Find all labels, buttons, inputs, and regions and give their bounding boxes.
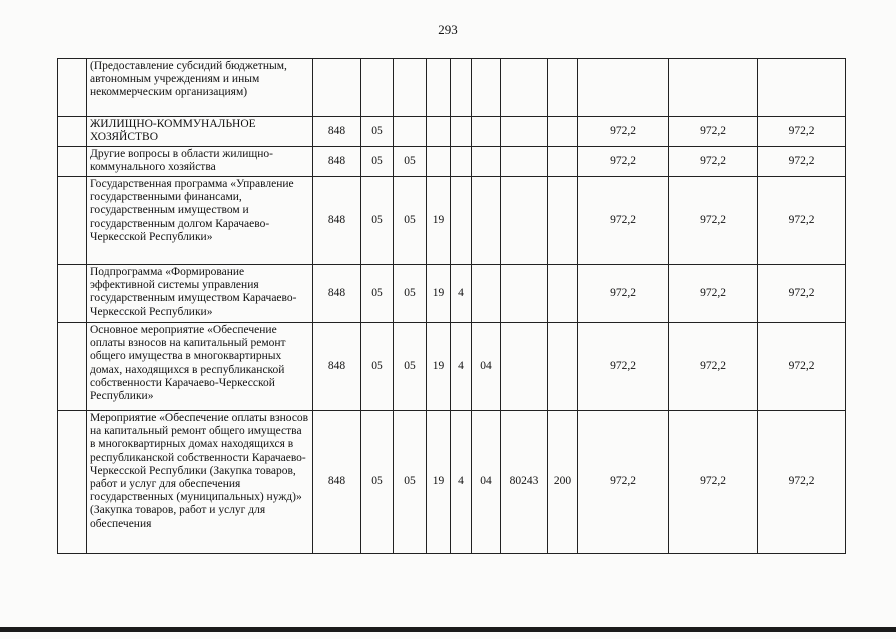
- amount-year-2-cell: 972,2: [669, 147, 758, 177]
- program-code-cell: 19: [427, 177, 451, 265]
- main-activity-code-cell: 04: [472, 411, 501, 554]
- amount-year-1-cell: 972,2: [578, 147, 669, 177]
- table-row: [58, 323, 846, 411]
- amount-year-3-cell: 972,2: [758, 177, 846, 265]
- section-code-cell: 05: [361, 411, 394, 554]
- table-row: [58, 117, 846, 147]
- expense-type-code-cell: [548, 177, 578, 265]
- row-number-cell: [58, 323, 87, 411]
- row-number-cell: [58, 411, 87, 554]
- direction-code-cell: [501, 323, 548, 411]
- main-activity-code-cell: [472, 59, 501, 117]
- expense-type-code-cell: [548, 117, 578, 147]
- department-code-cell: 848: [313, 147, 361, 177]
- program-code-cell: 19: [427, 411, 451, 554]
- amount-year-3-cell: [758, 59, 846, 117]
- amount-year-2-cell: 972,2: [669, 323, 758, 411]
- main-activity-code-cell: [472, 177, 501, 265]
- amount-year-3-cell: 972,2: [758, 265, 846, 323]
- program-code-cell: [427, 117, 451, 147]
- amount-year-1-cell: 972,2: [578, 265, 669, 323]
- subprogram-code-cell: 4: [451, 265, 472, 323]
- subprogram-code-cell: [451, 177, 472, 265]
- expense-type-code-cell: 200: [548, 411, 578, 554]
- amount-year-1-cell: 972,2: [578, 177, 669, 265]
- row-number-cell: [58, 177, 87, 265]
- expense-type-code-cell: [548, 59, 578, 117]
- program-code-cell: [427, 147, 451, 177]
- subsection-code-cell: 05: [394, 323, 427, 411]
- section-code-cell: 05: [361, 147, 394, 177]
- section-code-cell: 05: [361, 117, 394, 147]
- direction-code-cell: [501, 265, 548, 323]
- amount-year-3-cell: 972,2: [758, 147, 846, 177]
- subsection-code-cell: 05: [394, 147, 427, 177]
- table-row: [58, 147, 846, 177]
- section-code-cell: [361, 59, 394, 117]
- item-name-cell: Мероприятие «Обеспечение оплаты взносов на капитальный ремонт общего имущества в многоквартирных домах находящихся в республиканской собственности Карачаево-Черкесской Республики (Закупка товаров, работ и услуг для обеспечения государственных (муниципальных) нужд)» (Закупка товаров, работ и услуг для обеспечения: [87, 411, 313, 554]
- subprogram-code-cell: 4: [451, 411, 472, 554]
- amount-year-3-cell: 972,2: [758, 323, 846, 411]
- direction-code-cell: [501, 147, 548, 177]
- subsection-code-cell: 05: [394, 265, 427, 323]
- subprogram-code-cell: [451, 117, 472, 147]
- program-code-cell: 19: [427, 323, 451, 411]
- amount-year-3-cell: 972,2: [758, 117, 846, 147]
- department-code-cell: 848: [313, 177, 361, 265]
- item-name-cell: Государственная программа «Управление государственными финансами, государственным имуществом и государственным долгом Карачаево-Черкесской Республики»: [87, 177, 313, 265]
- subsection-code-cell: 05: [394, 411, 427, 554]
- table-row: [58, 177, 846, 265]
- amount-year-1-cell: 972,2: [578, 117, 669, 147]
- direction-code-cell: [501, 59, 548, 117]
- amount-year-2-cell: 972,2: [669, 177, 758, 265]
- amount-year-1-cell: 972,2: [578, 411, 669, 554]
- section-code-cell: 05: [361, 265, 394, 323]
- budget-table: [57, 58, 846, 554]
- item-name-cell: Подпрограмма «Формирование эффективной системы управления государственным имуществом Карачаево-Черкесской Республики»: [87, 265, 313, 323]
- subsection-code-cell: [394, 117, 427, 147]
- section-code-cell: 05: [361, 177, 394, 265]
- direction-code-cell: [501, 117, 548, 147]
- item-name-cell: Основное мероприятие «Обеспечение оплаты взносов на капитальный ремонт общего имущества в многоквартирных домах, находящихся в республиканской собственности Карачаево-Черкесской Республики»: [87, 323, 313, 411]
- subsection-code-cell: [394, 59, 427, 117]
- table-row: [58, 265, 846, 323]
- main-activity-code-cell: [472, 265, 501, 323]
- program-code-cell: [427, 59, 451, 117]
- main-activity-code-cell: 04: [472, 323, 501, 411]
- section-code-cell: 05: [361, 323, 394, 411]
- direction-code-cell: 80243: [501, 411, 548, 554]
- row-number-cell: [58, 265, 87, 323]
- department-code-cell: 848: [313, 265, 361, 323]
- table-row: [58, 411, 846, 554]
- row-number-cell: [58, 147, 87, 177]
- row-number-cell: [58, 117, 87, 147]
- department-code-cell: 848: [313, 323, 361, 411]
- expense-type-code-cell: [548, 147, 578, 177]
- subprogram-code-cell: 4: [451, 323, 472, 411]
- table-row: [58, 59, 846, 117]
- row-number-cell: [58, 59, 87, 117]
- subprogram-code-cell: [451, 147, 472, 177]
- amount-year-2-cell: 972,2: [669, 411, 758, 554]
- amount-year-1-cell: [578, 59, 669, 117]
- expense-type-code-cell: [548, 265, 578, 323]
- item-name-cell: Другие вопросы в области жилищно-коммунального хозяйства: [87, 147, 313, 177]
- department-code-cell: 848: [313, 411, 361, 554]
- item-name-cell: (Предоставление субсидий бюджетным, автономным учреждениям и иным некоммерческим организациям): [87, 59, 313, 117]
- subprogram-code-cell: [451, 59, 472, 117]
- expense-type-code-cell: [548, 323, 578, 411]
- page-number: 293: [438, 22, 458, 37]
- main-activity-code-cell: [472, 147, 501, 177]
- amount-year-2-cell: 972,2: [669, 117, 758, 147]
- amount-year-2-cell: 972,2: [669, 265, 758, 323]
- amount-year-1-cell: 972,2: [578, 323, 669, 411]
- main-activity-code-cell: [472, 117, 501, 147]
- program-code-cell: 19: [427, 265, 451, 323]
- direction-code-cell: [501, 177, 548, 265]
- item-name-cell: ЖИЛИЩНО-КОММУНАЛЬНОЕ ХОЗЯЙСТВО: [87, 117, 313, 147]
- department-code-cell: 848: [313, 117, 361, 147]
- amount-year-2-cell: [669, 59, 758, 117]
- subsection-code-cell: 05: [394, 177, 427, 265]
- bottom-rule: [0, 627, 896, 632]
- amount-year-3-cell: 972,2: [758, 411, 846, 554]
- department-code-cell: [313, 59, 361, 117]
